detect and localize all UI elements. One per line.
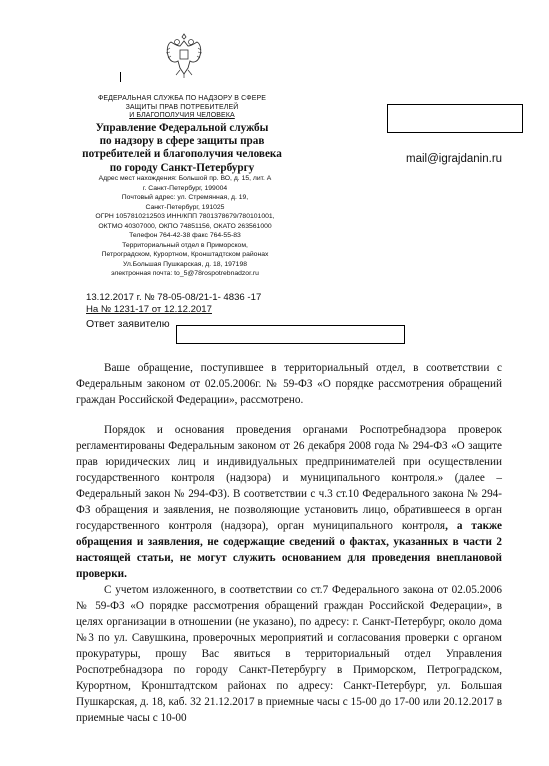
incoming-reg-number: На № 1231-17 от 12.12.2017 — [86, 304, 212, 315]
address-line: электронная почта: to_5@78rospotrebnadzor.ru — [111, 270, 259, 277]
address-line: Ул.Большая Пушкарская, д. 18, 197198 — [122, 260, 248, 268]
recipient-email: mail@igrajdanin.ru — [406, 153, 503, 165]
reply-to-label: Ответ заявителю — [86, 318, 170, 330]
agency-line: ФЕДЕРАЛЬНАЯ СЛУЖБА ПО НАДЗОРУ В СФЕРЕ — [97, 95, 267, 102]
agency-line: ЗАЩИТЫ ПРАВ ПОТРЕБИТЕЛЕЙ — [125, 103, 239, 111]
office-line: потребителей и благополучия человека — [82, 148, 282, 161]
agency-name — [72, 95, 292, 121]
address-line: Телефон 764-42-38 факс 764-55-83 — [129, 232, 241, 239]
text-cursor-mark — [120, 72, 121, 82]
office-line: Управление Федеральной службы — [95, 122, 269, 134]
redacted-recipient-name — [387, 104, 523, 133]
address-line: ОКТМО 40307000, ОКПО 74851156, ОКАТО 263561000 — [98, 222, 272, 230]
address-line: Территориальный отдел в Приморском, — [122, 241, 248, 249]
redacted-applicant-name — [176, 325, 405, 344]
body-paragraph-3: С учетом изложенного, в соответствии со ст.7 Федерального закона от 02.05.2006 № 59-ФЗ «О порядке рассмотрения обращений граждан Российской Федерации», в целях организации в отношении (не указано), по адресу: г. Санкт-Петербург, около дома №3 по ул. Савушкина, проверочных мероприятий и согласования проверки с органом прокуратуры, прошу Вас явиться в территориальный отдел Управления Роспотребнадзора по городу Санкт-Петербургу в Приморском, Петроградском, Курортном, Кронштадтском районах по адресу: Санкт-Петербург, ул. Большая Пушкарская, д. 18, каб. 32 21.12.2017 в приемные часы с 15-00 до 17-00 или 20.12.2017 в приемные часы с 10-00 — [76, 584, 502, 724]
russian-coat-of-arms-emblem — [163, 30, 205, 80]
address-line: Петроградском, Курортном, Кронштадтском районах — [101, 251, 269, 258]
paragraph-2-bold-text: , а также обращения и заявления, не содержащие сведений о фактах, указанных в части 2 настоящей статьи, не могут служить основанием для проведения внеплановой проверки. — [76, 520, 502, 580]
body-paragraph-2 — [76, 422, 502, 582]
address-line: Адрес мест нахождения: Большой пр. ВО, д. 15, лит. А — [98, 175, 272, 182]
office-name — [72, 122, 292, 175]
office-line: по надзору в сфере защиты прав — [99, 135, 265, 148]
agency-line: И БЛАГОПОЛУЧИЯ ЧЕЛОВЕКА — [129, 112, 235, 119]
paragraph-2-text: Порядок и основания проведения органами Роспотребнадзора проверок регламентированы Федеральным законом от 26 декабря 2008 года № 294-ФЗ «О защите прав юридических лиц и индивидуальных предпринимателей при осуществлении государственного контроля (надзора) и муниципального контроля.» (далее – Федеральный закон № 294-ФЗ). В соответствии с ч.3 ст.10 Федерального закона № 294-ФЗ обращения и заявления, не позволяющие установить лицо, обратившееся в орган государственного контроля (надзора), орган муниципального контроля — [76, 424, 502, 532]
address-line: г. Санкт-Петербург, 199004 — [142, 184, 228, 192]
address-line: ОГРН 1057810212503 ИНН/КПП 7801378679/780101001, — [95, 213, 275, 220]
address-line: Санкт-Петербург, 191025 — [145, 203, 225, 211]
address-line: Почтовый адрес: ул. Стремянная, д. 19, — [121, 194, 249, 201]
agency-address-block — [72, 174, 298, 279]
outgoing-reg-number: 13.12.2017 г. № 78-05-08/21-1- 4836 -17 — [86, 292, 262, 303]
office-line: по городу Санкт-Петербургу — [109, 161, 255, 174]
body-paragraph-1: Ваше обращение, поступившее в территориальный отдел, в соответствии с Федеральным законом от 02.05.2006г. № 59-ФЗ «О порядке рассмотрения обращений граждан Российской Федерации», рассмотрено. — [76, 362, 502, 406]
